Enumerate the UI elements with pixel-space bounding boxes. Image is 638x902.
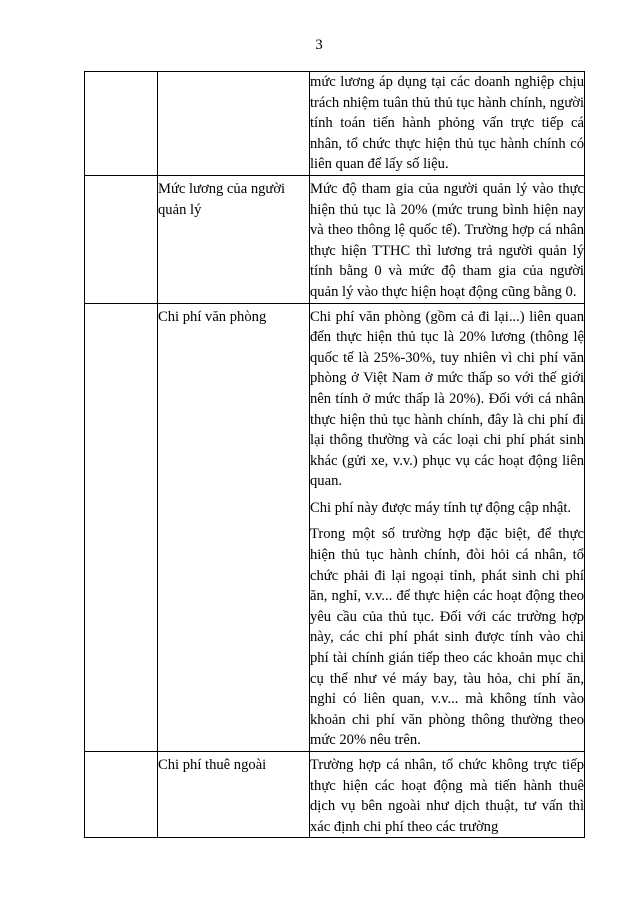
row-label: Mức lương của người quản lý [158,175,310,303]
document-table [84,71,585,838]
blank-cell [85,175,158,303]
table-row [85,752,585,838]
content-paragraph: Mức độ tham gia của người quản lý vào thực hiện thủ tục là 20% (mức trung bình hiện nay và theo thông lệ quốc tế). Trường hợp cá nhân thực hiện TTHC thì lương trả người quản lý tính bằng 0 và mức độ tham gia của người quản lý vào thực hiện hoạt động cũng bằng 0. [310,180,584,300]
row-content [310,175,585,303]
row-content [310,752,585,838]
row-content [310,72,585,176]
content-paragraph: Chi phí văn phòng (gồm cả đi lại...) liên quan đến thực hiện thủ tục là 20% lương (thông lệ quốc tế là 25%-30%, tuy nhiên vì chi phí văn phòng ở Việt Nam ở mức thấp so với thế giới nên tính ở mức thấp là 20%). Đối với cá nhân thực hiện thủ tục hành chính, đây là chi phí đi lại thông thường và các loại chi phí phát sinh khác (gửi xe, v.v.) phục vụ các hoạt động liên quan. [310,308,584,490]
content-paragraph: Trường hợp cá nhân, tổ chức không trực tiếp thực hiện các hoạt động mà tiến hành thuê dịch vụ bên ngoài như dịch thuật, tư vấn thì xác định chi phí theo các trường [310,757,584,835]
content-paragraph: mức lương áp dụng tại các doanh nghiệp chịu trách nhiệm tuân thủ thủ tục hành chính, người tính toán tiến hành phỏng vấn trực tiếp cá nhân, tổ chức thực hiện thủ tục hành chính có liên quan để lấy số liệu. [310,74,584,173]
row-label [158,72,310,176]
row-content [310,303,585,751]
content-paragraph: Chi phí này được máy tính tự động cập nhật. [310,499,572,516]
content-paragraph: Trong một số trường hợp đặc biệt, để thực hiện thủ tục hành chính, đòi hỏi cá nhân, tổ chức phải đi lại ngoại tỉnh, phát sinh chi phí ăn, nghỉ, v.v... để thực hiện các hoạt động theo yêu cầu của thủ tục. Đối với các trường hợp này, các chi phí phát sinh được tính vào chi phí tài chính gián tiếp theo các khoản mục chi cụ thể như vé máy bay, tàu hỏa, chi phí ăn, nghỉ có liên quan, v.v... mà không tính vào khoản chi phí văn phòng thông thường theo mức 20% nêu trên. [310,526,584,749]
row-label: Chi phí văn phòng [158,303,310,751]
table-row [85,72,585,176]
blank-cell [85,752,158,838]
table-row [85,175,585,303]
blank-cell [85,303,158,751]
blank-cell [85,72,158,176]
page-number: 3 [315,37,323,53]
row-label: Chi phí thuê ngoài [158,752,310,838]
table-row [85,303,585,751]
